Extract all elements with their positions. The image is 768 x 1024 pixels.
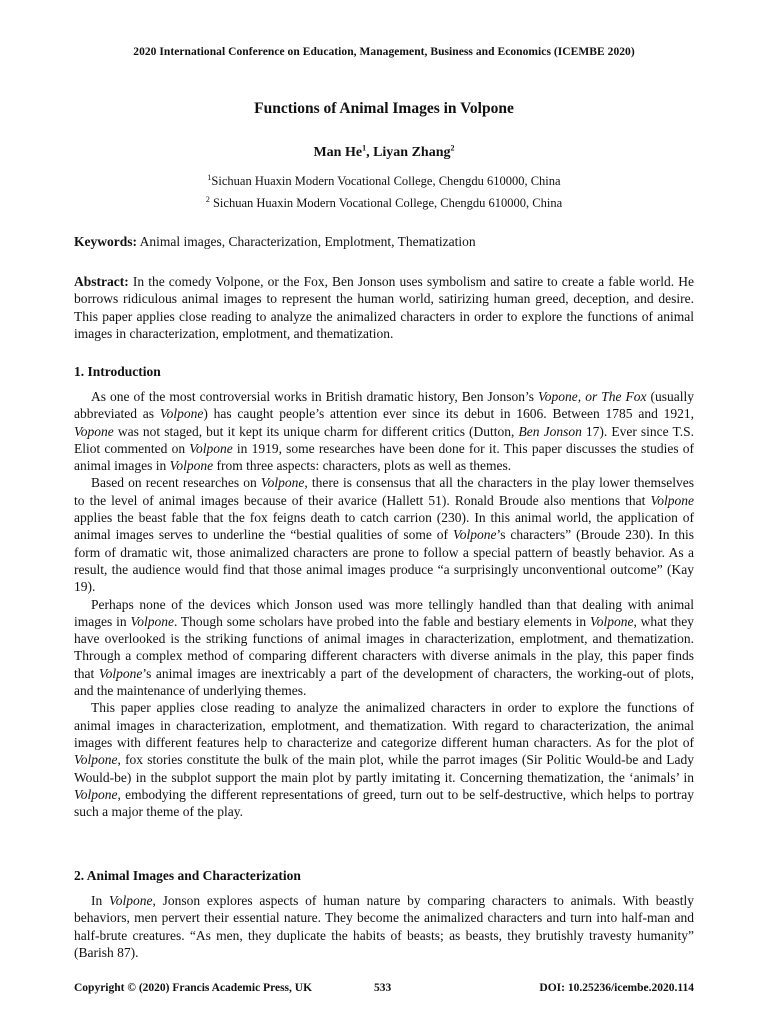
italic-title: Volpone: [130, 613, 174, 629]
author-name: Liyan Zhang: [373, 145, 451, 160]
affiliation-text: Sichuan Huaxin Modern Vocational College, Chengdu 610000, China: [209, 196, 563, 210]
author-sup: 2: [450, 143, 455, 153]
text-run: This paper applies close reading to analyze the animalized characters in order to explore the functions of animal images in characterization, emplotment, and thematization. With regard to characterization, the animal images with different features help to characterize and categorize different human characters. As for the plot of: [74, 700, 694, 750]
affiliation-1: [74, 174, 694, 189]
text-run: was not staged, but it kept its unique charm for different critics (Dutton,: [113, 423, 519, 439]
abstract-text: In the comedy Volpone, or the Fox, Ben Jonson uses symbolism and satire to create a fable world. He borrows ridiculous animal images to represent the human world, satirizing human greed, deception, and desire. This paper applies close reading to analyze the animalized characters in order to explore the functions of animal images in characterization, emplotment, and thematization.: [74, 274, 694, 341]
italic-title: Vopone: [74, 423, 114, 439]
introduction-body: [74, 388, 694, 820]
text-run: , Jonson explores aspects of human nature by comparing characters to animals. With beastly behaviors, men pervert their essential nature. They become the animalized characters and turn into half-man and half-brute creatures. “As men, they duplicate the habits of beasts; as beasts, they brutishly travesty humanity” (Barish 87).: [74, 893, 694, 960]
italic-title: Volpone: [189, 440, 233, 456]
italic-title: Volpone: [159, 406, 204, 422]
characterization-body: [74, 892, 694, 961]
italic-title: Volpone: [650, 492, 694, 508]
abstract-label: Abstract:: [74, 274, 129, 289]
text-run: from three aspects: characters, plots as well as themes.: [213, 458, 512, 474]
section-heading-characterization: 2. Animal Images and Characterization: [74, 868, 301, 883]
paragraph: [74, 699, 694, 820]
paper-title: Functions of Animal Images in Volpone: [254, 100, 514, 117]
italic-title: Volpone: [169, 458, 214, 474]
affiliation-sup: 2: [205, 194, 210, 204]
affiliation-2: [74, 196, 694, 211]
text-run: , there is consensus that all the characters in the play lower themselves to the level of animal images because of their avarice (Hallett 51). Ronald Broude also mentions that: [74, 475, 694, 508]
paragraph: [74, 474, 694, 595]
conference-header: 2020 International Conference on Education, Management, Business and Economics (ICEMBE 2020): [133, 46, 635, 58]
text-run: in 1919, some researches have been done for it. This paper discusses the studies of animal images in: [74, 440, 694, 474]
affiliation-sup: 1: [207, 172, 212, 182]
author-sup: 1: [362, 143, 367, 153]
text-run: ’s characters” (Broude 230). In this form of dramatic wit, those animalized characters are prone to follow a special pattern of beastly behavior. As a result, the audience would find that those animal images produce “a surprisingly unconventional outcome” (Kay 19).: [74, 527, 694, 595]
text-run: As one of the most controversial works in British dramatic history, Ben Jonson’s: [91, 389, 539, 404]
abstract: [74, 273, 694, 342]
italic-title: Volpone: [74, 752, 118, 768]
text-run: 17). Ever since T.S. Eliot commented on: [74, 423, 694, 456]
paragraph: [74, 596, 694, 700]
italic-title: Volpone: [98, 665, 143, 681]
paragraph: [74, 388, 694, 474]
text-run: . Though some scholars have probed into the fable and bestiary elements in: [173, 613, 590, 629]
italic-title: Volpone: [260, 475, 305, 491]
doi: DOI: 10.25236/icembe.2020.114: [539, 982, 694, 994]
keywords: [74, 234, 694, 250]
section-heading-introduction: 1. Introduction: [74, 364, 161, 379]
italic-title: Volpone: [74, 786, 118, 802]
author-line: [74, 145, 694, 161]
author-name: Man He: [313, 145, 363, 160]
affiliation-text: Sichuan Huaxin Modern Vocational College, Chengdu 610000, China: [211, 174, 561, 188]
text-run: , fox stories constitute the bulk of the main plot, while the parrot images (Sir Politic Would-be and Lady Would-be) in the subplot support the main plot by partly imitating it. Concerning thematization, the ‘animals’ in: [74, 752, 694, 785]
text-run: , what they have overlooked is the striking functions of animal images in characterization, emplotment, and thematization. Through a complex method of comparing different characters with diverse animals in the play, this paper finds that: [74, 613, 694, 681]
text-run: Perhaps none of the devices which Jonson used was more tellingly handled than that dealing with animal images in: [74, 596, 694, 629]
keywords-label: Keywords:: [74, 234, 137, 249]
text-run: , embodying the different representations of greed, turn out to be self-destructive, which helps to portray such a major theme of the play.: [74, 786, 694, 820]
text-run: ) has caught people’s attention ever since its debut in 1606. Between 1785 and 1921,: [203, 406, 694, 422]
italic-title: Volpone: [109, 893, 153, 908]
copyright: Copyright © (2020) Francis Academic Press, UK: [74, 982, 313, 994]
paragraph: [74, 892, 694, 961]
page-number: 533: [374, 982, 392, 994]
keywords-text: Animal images, Characterization, Emplotment, Thematization: [137, 234, 476, 249]
text-run: applies the beast fable that the fox feigns death to catch carrion (230). In this animal world, the application of animal images serves to underline the “bestial qualities of some of: [74, 510, 694, 543]
text-run: In: [91, 893, 110, 908]
text-run: Based on recent researches on: [91, 475, 261, 491]
author-separator: ,: [366, 145, 374, 160]
italic-title: Ben Jonson: [518, 423, 582, 439]
text-run: ’s animal images are inextricably a part of the development of characters, the working-out of plots, and the maintenance of underlying themes.: [74, 665, 694, 699]
italic-title: Volpone: [452, 527, 497, 543]
italic-title: Volpone: [589, 613, 634, 629]
text-run: (usually abbreviated as: [74, 389, 695, 422]
italic-title: Vopone, or The Fox: [538, 389, 647, 404]
